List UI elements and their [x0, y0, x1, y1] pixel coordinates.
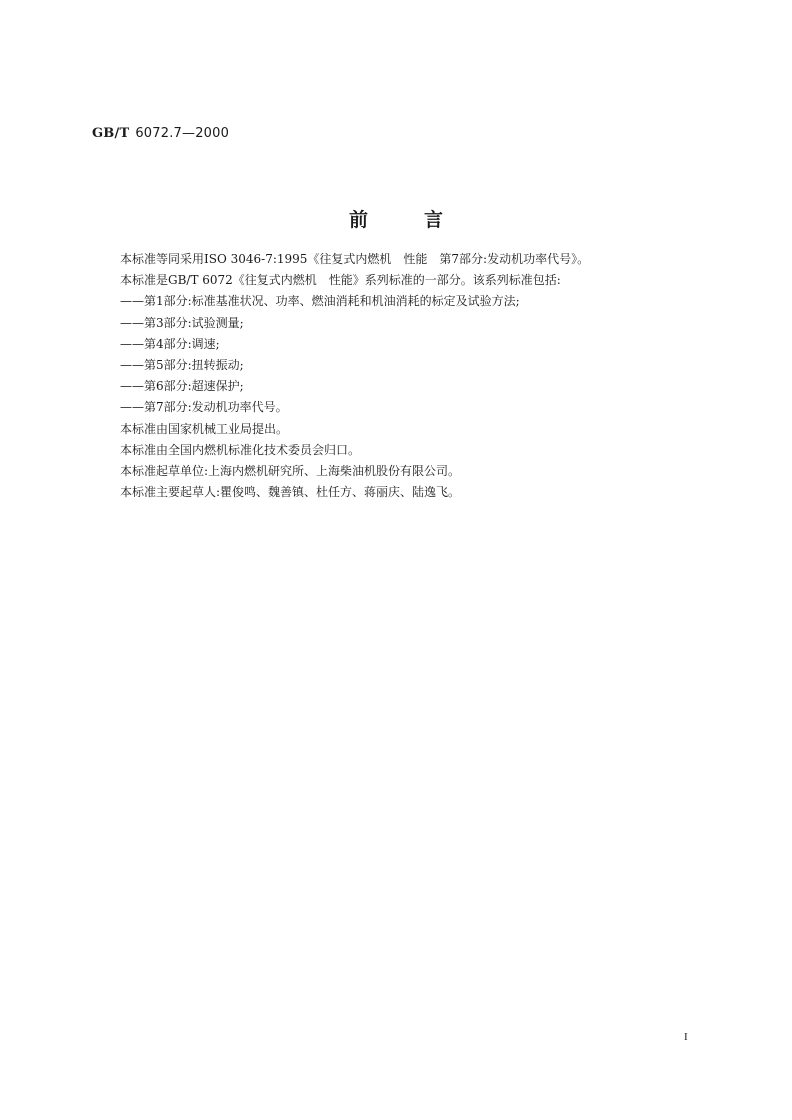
standard-code-prefix: GB/T — [92, 126, 130, 141]
paragraph-series: 本标准是GB/T 6072《往复式内燃机 性能》系列标准的一部分。该系列标准包括: — [120, 273, 561, 288]
standard-code — [92, 126, 229, 141]
paragraph-proposer: 本标准由国家机械工业局提出。 — [120, 421, 289, 436]
paragraph-adoption: 本标准等同采用ISO 3046-7:1995《往复式内燃机 性能 第7部分:发动机功率代号》。 — [120, 252, 590, 266]
list-item: ——第3部分:试验测量; — [120, 315, 244, 330]
paragraph-committee: 本标准由全国内燃机标准化技术委员会归口。 — [120, 442, 361, 457]
list-item: ——第6部分:超速保护; — [120, 379, 244, 394]
standard-code-number: 6072.7—2000 — [135, 126, 230, 141]
list-item: ——第1部分:标准基准状况、功率、燃油消耗和机油消耗的标定及试验方法; — [120, 294, 520, 309]
foreword-body — [120, 249, 680, 503]
list-item: ——第7部分:发动机功率代号。 — [120, 400, 288, 415]
paragraph-drafters: 本标准主要起草人:瞿俊鸣、魏善镇、杜任方、蒋丽庆、陆逸飞。 — [120, 485, 461, 500]
list-item: ——第5部分:扭转振动; — [120, 357, 244, 372]
list-item: ——第4部分:调速; — [120, 336, 220, 351]
page-number: I — [684, 1031, 688, 1043]
page-title: 前言 — [348, 209, 499, 231]
paragraph-drafting-units: 本标准起草单位:上海内燃机研究所、上海柴油机股份有限公司。 — [120, 463, 461, 478]
